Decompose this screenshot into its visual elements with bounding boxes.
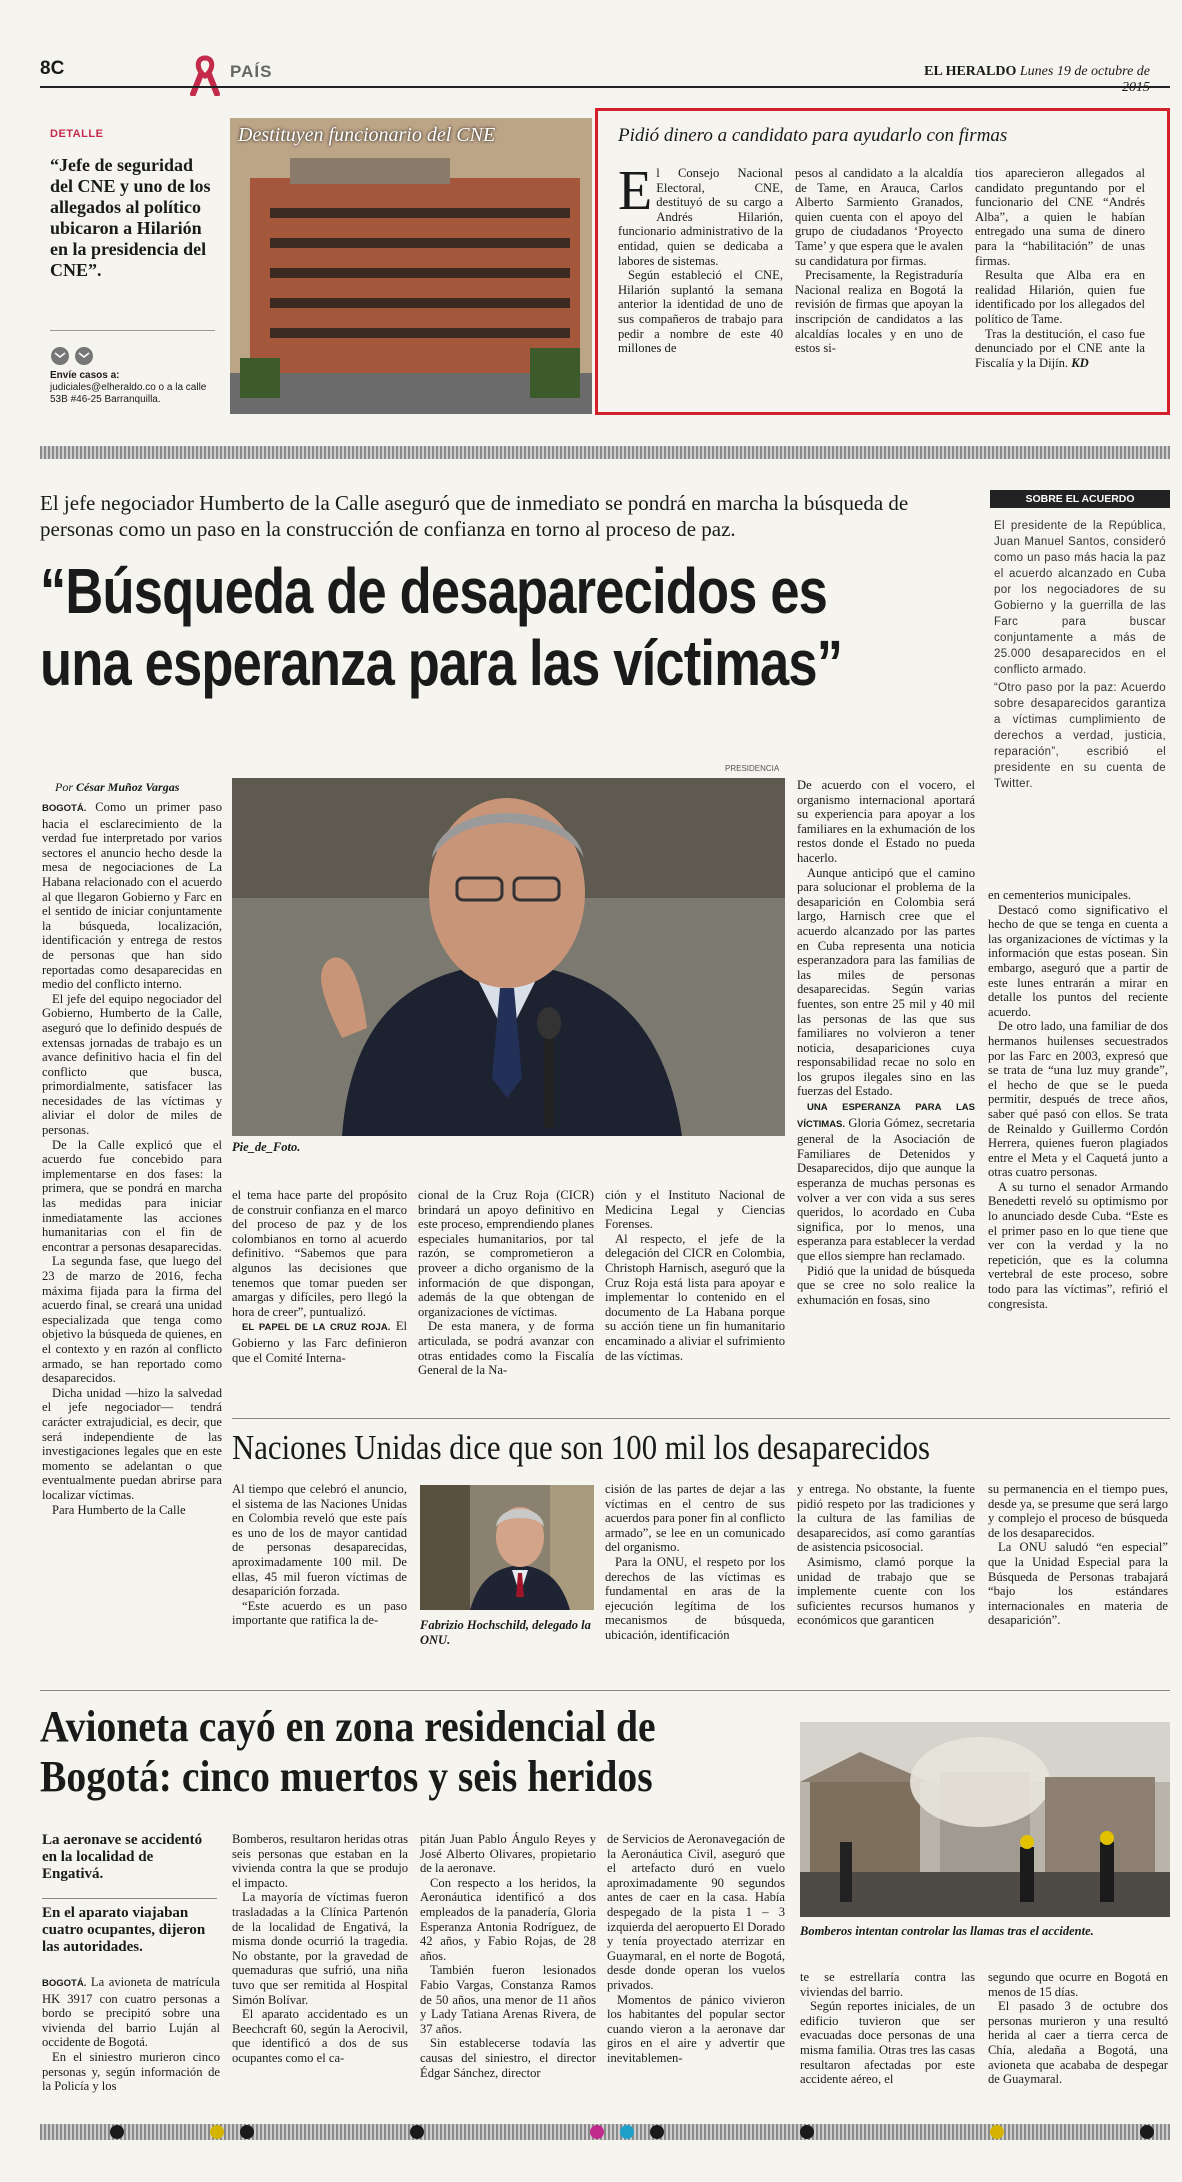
portrait-illustration <box>232 778 785 1136</box>
un-col3-p2: Asimismo, clamó porque la unidad de trabajo que se implemente cuente con los suficientes recursos humanos y económicos que garanticen <box>797 1554 975 1628</box>
byline-prefix: Por <box>55 780 73 794</box>
peace-col3-p1: cional de la Cruz Roja (CICR) brindará un apoyo definitivo en este proceso, emprendiendo planes especiales humanitarios, por tal razón, se comprometieron a proveer a dicho organismo de la información de que dispongan, además de la que obtengan de organizaciones de víctimas. <box>418 1188 594 1319</box>
registration-dot <box>110 2125 124 2139</box>
cne-col-2 <box>795 166 963 406</box>
un-col-1 <box>232 1482 407 1672</box>
peace-col2-p2: EL PAPEL DE LA CRUZ ROJA. El Gobierno y las Farc definieron que el Comité Interna- <box>232 1319 407 1365</box>
un-col3-p1: y entrega. No obstante, la fuente pidió respeto por las tradiciones y la cultura de las familias de desaparecidos, así como garantías de asistencia psicosocial. <box>797 1482 975 1555</box>
envelope-icon <box>50 345 100 367</box>
plane-col6-p1: segundo que ocurre en Bogotá en menos de 15 días. <box>988 1970 1168 1999</box>
issue-date: Lunes 19 de octubre de <box>1019 64 1150 79</box>
red-cross-subhead: EL PAPEL DE LA CRUZ ROJA. <box>242 1322 391 1334</box>
plane-subhead-1: La aeronave se accidentó en la localidad de Engativá. <box>42 1832 203 1882</box>
peace-col1-p4: La segunda fase, que luego del 23 de marzo de 2016, fecha máxima fijada para la firma del acuerdo final, se creará una unidad especializada que tenga como objetivo la búsqueda de quienes, en el contexto y en razón al conflicto armado, se han reportado como desaparecidos. <box>42 1254 222 1386</box>
hochschild-illustration <box>420 1485 594 1610</box>
awareness-ribbon-icon <box>190 54 220 96</box>
cne-col3-p3: Tras la destitución, el caso fue denunciado por el CNE ante la Fiscalía y la Dijín. KD <box>975 326 1145 370</box>
peace-col-3 <box>418 1188 594 1408</box>
cne-byline: KD <box>1071 355 1089 370</box>
peace-col6-p2: Destacó como significativo el hecho de que se tenga en cuenta a las organizaciones de víctimas y la información que estas posean. Sin embargo, aseguró que a partir de este lunes entrarán a mirar en detalle los puntos del reciente acuerdo. <box>988 902 1168 1019</box>
peace-col5-p3: UNA ESPERANZA PARA LAS VÍCTIMAS. Gloria Gómez, secretaria general de la Asociación de Familiares de Detenidos y Desaparecidos, dijo que aunque la esperanza de muchas personas es volver a ver con vida a sus seres queridos, lo acordado en Cuba significa, por lo menos, una esperanza para establecer la verdad que ellos siempre han reclamado. <box>797 1102 975 1263</box>
plane-col5-p2: Según reportes iniciales, de un edificio tuvieron que ser evacuadas doce personas de una misma familia. Otras tres las casas resultaron afectadas por este accidente aéreo, el <box>800 1999 975 2087</box>
detail-divider <box>50 330 215 331</box>
cne-photo-title: Destituyen funcionario del CNE <box>238 124 496 146</box>
peace-col5-p1: De acuerdo con el vocero, el organismo internacional aportará su experiencia para apoyar a los familiares en la exhumación de los restos donde el Estado no pueda hacerlo. <box>797 778 975 865</box>
hope-subhead: UNA ESPERANZA PARA LAS VÍCTIMAS. <box>797 1102 975 1130</box>
plane-photo-caption: Bomberos intentan controlar las llamas tras el accidente. <box>800 1924 1094 1938</box>
un-divider <box>232 1418 1170 1419</box>
cne-col1-p2: Según estableció el CNE, Hilarión suplantó la semana anterior la identidad de uno de sus compañeros de trabajo para pedir a nombre de este 40 millones de <box>618 268 783 356</box>
peace-col-2 <box>232 1188 407 1408</box>
peace-col5-p4: Pidió que la unidad de búsqueda que se cree no solo realice la exhumación en fosas, sino <box>797 1263 975 1307</box>
plane-col4-p1: de Servicios de Aeronavegación de la Aeronáutica Civil, aseguró que el artefacto duró en vuelo aproximadamente 90 segundos antes de caer en la casa. Había despegado de la pista 1 – 3 izquierda del aeropuerto El Dorado y tenía proyectado aterrizar en Guaymaral, en el norte de Bogotá, desde donde operan los vuelos privados. <box>607 1832 785 1992</box>
sidebar-about-agreement <box>990 490 1170 875</box>
peace-col-5 <box>797 778 975 1408</box>
plane-col3-p4: Sin establecerse todavía las causas del siniestro, el director Édgar Sánchez, director <box>420 2036 596 2080</box>
photo-credit: PRESIDENCIA <box>725 764 780 773</box>
peace-col-6 <box>988 888 1168 1408</box>
masthead-line <box>920 64 1150 96</box>
registration-dot <box>1140 2125 1154 2139</box>
peace-col-4 <box>605 1188 785 1408</box>
un-col-4 <box>988 1482 1168 1672</box>
hochschild-caption: Fabrizio Hochschild, delegado la ONU. <box>420 1618 591 1647</box>
plane-divider <box>40 1690 1170 1691</box>
masthead-divider <box>40 86 1170 88</box>
cne-box-title: Pidió dinero a candidato para ayudarlo con firmas <box>618 125 1008 146</box>
un-col4-p1: su permanencia en el tiempo pues, desde ya, se presume que será largo y complejo el proceso de búsqueda de los desaparecidos. <box>988 1482 1168 1540</box>
un-col2-p1: cisión de las partes de dejar a las víctimas en el centro de sus acuerdos para poner fin al conflicto armado”, se lee en un comunicado del organismo. <box>605 1482 785 1555</box>
plane-col3-p2: Con respecto a los heridos, la Aeronáutica identificó a dos empleados de la panadería, Gloria Esperanza Antonia Rodríguez, de 42 años, y Fabio Rojas, de 28 años. <box>420 1875 596 1963</box>
peace-headline <box>40 555 843 699</box>
plane-col1-p1: La avioneta de matrícula HK 3917 con cuatro personas a bordo se precipitó sobre una vivienda del barrio Luján al occidente de Bogotá. <box>42 1975 220 2050</box>
un-col1-p1: Al tiempo que celebró el anuncio, el sistema de las Naciones Unidas en Colombia reveló que este país es uno de los de mayor cantidad de personas desaparecidas, aproximadamente 100 mil. De ellas, 45 mil fueron víctimas de desaparición forzada. <box>232 1482 407 1599</box>
detail-quote: “Jefe de seguridad del CNE y uno de los allegados al político ubicaron a Hilarión en la presidencia del CNE”. <box>50 155 211 280</box>
plane-col5-p1: te se estrellaría contra las viviendas del barrio. <box>800 1970 975 1999</box>
cne-col-3 <box>975 166 1145 406</box>
cne-dropcap: E <box>618 166 653 222</box>
detail-label: DETALLE <box>50 128 104 140</box>
plane-headline <box>40 1702 656 1802</box>
peace-col1-p3: De la Calle explicó que el acuerdo fue concebido para implementarse en dos fases: la primera, que se pondrá en marcha las medidas para iniciar inmediatamente las acciones humanitarias con el fin de encontrar a personas desaparecidas. <box>42 1137 222 1254</box>
registration-dot <box>650 2125 664 2139</box>
peace-col1-p5: Dicha unidad —hizo la salvedad el jefe negociador— tendrá carácter extrajudicial, es decir, que será independiente de las investigaciones legales que en este momento se adelantan o que eventualmente puedan abrirse para localizar víctimas. <box>42 1385 222 1502</box>
page-number: 8C <box>40 58 65 79</box>
registration-dot <box>990 2125 1004 2139</box>
plane-headline-line-2: Bogotá: cinco muertos y seis heridos <box>40 1752 653 1801</box>
section-separator <box>40 446 1170 459</box>
registration-dot <box>590 2125 604 2139</box>
peace-col6-p3: De otro lado, una familiar de dos hermanos huilenses secuestrados por las Farc en 2003, expresó que se trata de “una luz muy grande”, el hecho de que se le pueda permitir, después de trece años, saber qué pasó con ellos. Se trata de Reinaldo y Guillermo Cordón Herrera, quienes fueron plagiados entre el Meta y el Caquetá junto a otras cuatro personas. <box>988 1019 1168 1180</box>
plane-sub-divider <box>42 1898 217 1899</box>
peace-col4-p1: ción y el Instituto Nacional de Medicina Legal y Ciencias Forenses. <box>605 1188 785 1232</box>
plane-col3-p3: También fueron lesionados Fabio Vargas, Constanza Ramos de 50 años, una menor de 11 años y Lady Tatiana Arenas Rivera, de 37 años. <box>420 1963 596 2036</box>
send-cases-text: judiciales@elheraldo.co o a la calle 53B #46-25 Barranquilla. <box>50 382 207 405</box>
building-illustration <box>230 118 592 414</box>
peace-col6-p1: en cementerios municipales. <box>988 888 1132 902</box>
registration-dot <box>210 2125 224 2139</box>
peace-col6-p4: A su turno el senador Armando Benedetti reveló su optimismo por lo anunciado desde Cuba. “Este es el primer paso en lo que tiene que ver con la verdad y la no repetición, que es la columna vertebral de este proceso, sobre todo para las víctimas”, refirió el congresista. <box>988 1179 1168 1311</box>
peace-col5-p2: Aunque anticipó que el camino para solucionar el problema de la desaparición en Colombia será largo, Harnisch cree que el acuerdo alcanzado por las partes en Cuba representa una noticia esperanzadora para las familias de las miles de personas desaparecidas. Según varias fuentes, son entre 25 mil y 40 mil las personas de las que sus familiares no volvieron a tener noticia, desapariciones cuya responsabilidad recae no solo en los grupos ilegales sino en las fuerzas del Estado. <box>797 865 975 1099</box>
plane-col2-p3: El aparato accidentado es un Beechcraft 60, según la Aerocivil, que identificó a dos de sus ocupantes como el ca- <box>232 2007 408 2065</box>
hochschild-photo <box>420 1485 594 1610</box>
cne-col-1 <box>618 166 783 406</box>
un-headline: Naciones Unidas dice que son 100 mil los desaparecidos <box>232 1428 930 1467</box>
plane-col6-p2: El pasado 3 de octubre dos personas murieron y una resultó herida al caer a tierra cerca de Chía, aledaña a Bogotá, una avioneta que acababa de despegar de Guaymaral. <box>988 1999 1168 2087</box>
sidebar-p2: “Otro paso por la paz: Acuerdo sobre desaparecidos garantiza a víctimas cumplimiento de derechos a verdad, justicia, reparación”, escribió el presidente en su cuenta de Twitter. <box>994 682 1166 790</box>
registration-dot <box>620 2125 634 2139</box>
un-col-2 <box>605 1482 785 1672</box>
plane-subhead-2: En el aparato viajaban cuatro ocupantes, dijeron las autoridades. <box>42 1905 206 1955</box>
peace-col1-p6: Para Humberto de la Calle <box>52 1502 186 1517</box>
peace-col2-p1: el tema hace parte del propósito de construir confianza en el marco del proceso de paz y de los colombianos en torno al acuerdo definitivo. “Sabemos que para algunos las decisiones que tenemos que tomar pueden ser amargas y difíciles, pero llegó la hora de creer”, puntualizó. <box>232 1188 407 1319</box>
un-col1-p2: “Este acuerdo es un paso importante que ratifica la de- <box>232 1598 407 1628</box>
peace-col4-p2: Al respecto, el jefe de la delegación del CICR en Colombia, Christoph Harnisch, aseguró que la Cruz Roja está lista para apoyar e implementar lo contenido en el documento de La Habana porque su acción tiene un fin humanitario encaminado a aliviar el sufrimiento de las víctimas. <box>605 1231 785 1363</box>
plane-col-2 <box>232 1832 408 2110</box>
cne-col3-p1: tios aparecieron allegados al candidato preguntando por el funcionario del CNE “Andrés Alba”, a quien le habían entregado una suma de dinero para la “habilitación” de unas firmas. <box>975 166 1145 268</box>
plane-dateline: BOGOTÁ. <box>42 1978 87 1989</box>
peace-headline-line-1: “Búsqueda de desaparecidos es <box>40 555 828 627</box>
registration-dot <box>240 2125 254 2139</box>
cne-col2-p2: Precisamente, la Registraduría Nacional realiza en Bogotá la revisión de firmas que apoyan la inscripción de candidatos a las alcaldías locales y en uno de estos si- <box>795 268 963 356</box>
send-cases-title: Envíe casos a: <box>50 370 120 381</box>
registration-dot <box>800 2125 814 2139</box>
cne-story-box <box>595 108 1170 415</box>
peace-byline <box>55 780 179 795</box>
plane-col4-p2: Momentos de pánico vivieron los habitantes del popular sector cuando vieron a la aeronave dar giros en el aire y advertir que inevitablemen- <box>607 1992 785 2065</box>
de-la-calle-photo <box>232 778 785 1136</box>
peace-col1-p2: El jefe del equipo negociador del Gobierno, Humberto de la Calle, aseguró que lo definido después de extensas jornadas de trabajo es un avance definitivo hacia el fin del conflicto que busca, primordialmente, satisfacer las necesidades de las víctimas y aliviar el dolor de miles de personas. <box>42 991 222 1138</box>
paper-name: EL HERALDO <box>924 64 1017 79</box>
peace-deck: El jefe negociador Humberto de la Calle aseguró que de inmediato se pondrá en marcha la búsqueda de personas como un paso en la construcción de confianza en torno al proceso de paz. <box>40 491 909 541</box>
section-name: PAÍS <box>230 62 273 81</box>
plane-col-5 <box>800 1970 975 2110</box>
peace-col1-p1: Como un primer paso hacia el esclarecimiento de la verdad fue interpretado por varios sectores el anuncio hecho desde la mesa de negociaciones de La Habana relacionado con el acuerdo al que llegaron Gobierno y Farc en el sentido de iniciar conjuntamente la búsqueda, localización, identificación y entrega de restos de personas que han sido reportadas como desaparecidas en medio del conflicto interno. <box>42 800 222 992</box>
cne-col3-p2: Resulta que Alba era en realidad Hilarión, quien fue identificado por los allegados del político de Tame. <box>975 268 1145 326</box>
un-col2-p2: Para la ONU, el respeto por los derechos de las víctimas es fundamental en aras de la ejecución legítima de los mecanismos de búsqueda, ubicación, identificación <box>605 1554 785 1642</box>
photo-caption: Pie_de_Foto. <box>232 1140 301 1154</box>
plane-col-4 <box>607 1832 785 2110</box>
dateline: BOGOTÁ. <box>42 803 87 814</box>
sidebar-title: SOBRE EL ACUERDO <box>990 490 1170 508</box>
fire-icon <box>800 1722 1170 1917</box>
cne-col1-p1: l Consejo Nacional Electoral, CNE, destituyó de su cargo a Andrés Hilarión, funcionario administrativo de la entidad, quien se dedicaba a labores de sistemas. <box>618 166 783 268</box>
plane-crash-photo <box>800 1722 1170 1917</box>
plane-col2-p1: Bomberos, resultaron heridas otras seis personas que estaban en la vivienda contra la que se produjo el impacto. <box>232 1832 408 1890</box>
byline-name: César Muñoz Vargas <box>76 780 180 794</box>
plane-col-3 <box>420 1832 596 2110</box>
peace-col-1 <box>42 800 222 1575</box>
plane-headline-line-1: Avioneta cayó en zona residencial de <box>40 1702 656 1751</box>
cne-col2-p1: pesos al candidato a la alcaldía de Tame, en Arauca, Carlos Alberto Sarmiento Granados, quien cuenta con el apoyo del grupo de ciudadanos ‘Proyecto Tame’ y que espera que le avalen su candidatura por firmas. <box>795 166 963 268</box>
plane-col1-p2: En el siniestro murieron cinco personas y, según información de la Policía y los <box>42 2049 220 2094</box>
sidebar-body <box>994 518 1166 873</box>
registration-dot <box>410 2125 424 2139</box>
peace-col3-p2: De esta manera, y de forma articulada, se podrá avanzar con otras entidades como la Fiscalía General de la Na- <box>418 1319 594 1378</box>
un-col-3 <box>797 1482 975 1672</box>
peace-headline-line-2: una esperanza para las víctimas” <box>40 627 843 699</box>
un-col4-p2: La ONU saludó “en especial” que la Unidad Especial para la Búsqueda de Personas trabajará “bajo los estándares internacionales en materia de desaparición”. <box>988 1540 1168 1628</box>
plane-col2-p2: La mayoría de víctimas fueron trasladadas a la Clínica Partenón de la localidad de Engativá, la misma donde ocurrió la tragedia. No obstante, por la gravedad de quemaduras que sufrió, una niña tuvo que ser remitida al Hospital Simón Bolívar. <box>232 1890 408 2007</box>
cne-building-photo <box>230 118 592 414</box>
plane-col-6 <box>988 1970 1168 2110</box>
sidebar-p1: El presidente de la República, Juan Manuel Santos, consideró como un paso más hacia la paz el acuerdo alcanzado en Cuba por los negociadores de su Gobierno y la guerrilla de las Farc para buscar conjuntamente a más de 25.000 desaparecidos en el conflicto armado. <box>994 520 1166 676</box>
plane-col-1 <box>42 1975 220 2110</box>
plane-col3-p1: pitán Juan Pablo Ángulo Reyes y José Alberto Olivares, propietario de la aeronave. <box>420 1832 596 1876</box>
